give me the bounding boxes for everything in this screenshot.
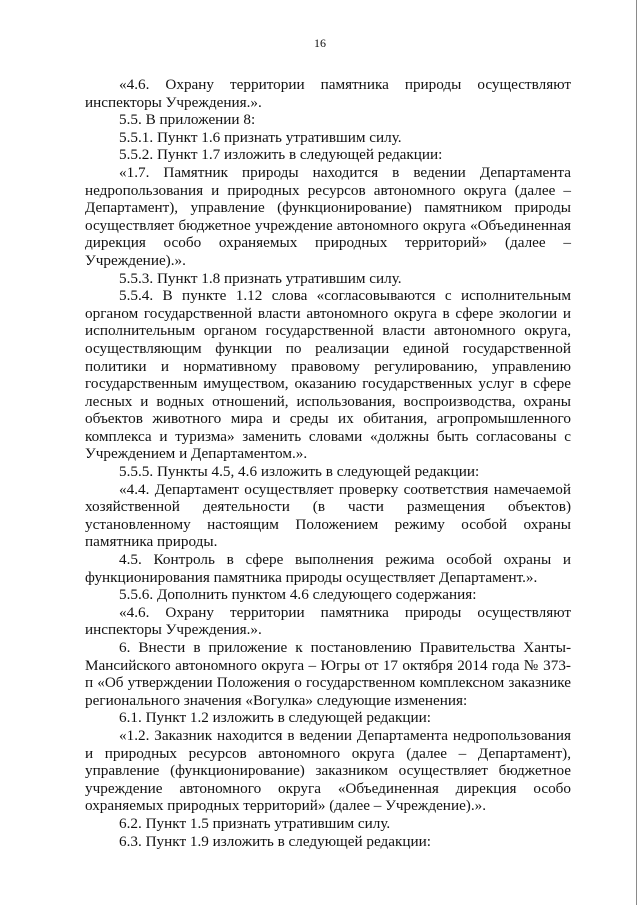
paragraph: 6.2. Пункт 1.5 признать утратившим силу.	[119, 814, 391, 832]
paragraph: 6. Внести в приложение к постановлению Правительства Ханты-Мансийского автономного округа – Югры от 17 октября 2014 года № 373-п «Об утверждении Положения о государственном комплексном заказнике регионального значения «Вогулка» следующие изменения:	[85, 639, 571, 709]
paragraph: 5.5.2. Пункт 1.7 изложить в следующей редакции:	[119, 146, 443, 164]
paragraph: «1.7. Памятник природы находится в ведении Департамента недропользования и природных ресурсов автономного округа (далее – Департамент), управление (функционирование) памятником природы осуществляет бюджетное учреждение автономного округа «Объединенная дирекция особо охраняемых природных территорий» (далее – Учреждение).».	[85, 163, 571, 269]
paragraph: 6.3. Пункт 1.9 изложить в следующей редакции:	[119, 832, 432, 850]
paragraph: 4.5. Контроль в сфере выполнения режима особой охраны и функционирования памятника природы осуществляет Департамент.».	[85, 551, 571, 586]
paragraph: «4.6. Охрану территории памятника природы осуществляют инспекторы Учреждения.».	[85, 76, 571, 111]
scan-edge-line	[636, 0, 637, 905]
paragraph: 5.5. В приложении 8:	[119, 111, 256, 129]
paragraph: 5.5.3. Пункт 1.8 признать утратившим силу.	[119, 269, 402, 287]
paragraph: 5.5.4. В пункте 1.12 слова «согласовываются с исполнительным органом государственной власти автономного округа в сфере экологии и исполнительным органом государственной власти автономного округа, осуществляющим функции по реализации единой государственной политики и нормативному правовому регулированию, управлению государственным имуществом, оказанию государственных услуг в сфере лесных и водных отношений, использования, воспроизводства, охраны объектов животного мира и среды их обитания, агропромышленного комплекса и туризма» заменить словами «должны быть согласованы с Учреждением и Департаментом.».	[85, 287, 571, 463]
paragraph: «1.2. Заказник находится в ведении Департамента недропользования и природных ресурсов автономного округа (далее – Департамент), управление (функционирование) заказником осуществляет бюджетное учреждение автономного округа «Объединенная дирекция особо охраняемых природных территорий» (далее – Учреждение).».	[85, 726, 571, 815]
page-number: 16	[314, 36, 326, 50]
paragraph: «4.6. Охрану территории памятника природы осуществляют инспекторы Учреждения.».	[85, 603, 571, 639]
document-body	[85, 76, 571, 850]
paragraph: «4.4. Департамент осуществляет проверку соответствия намечаемой хозяйственной деятельности (в части размещения объектов) установленному настоящим Положением режиму особой охраны памятника природы.	[85, 480, 571, 551]
paragraph: 6.1. Пункт 1.2 изложить в следующей редакции:	[119, 709, 432, 727]
paragraph: 5.5.5. Пункты 4.5, 4.6 изложить в следующей редакции:	[119, 463, 480, 481]
paragraph: 5.5.6. Дополнить пунктом 4.6 следующего содержания:	[119, 586, 477, 604]
paragraph: 5.5.1. Пункт 1.6 признать утратившим силу.	[119, 128, 402, 146]
